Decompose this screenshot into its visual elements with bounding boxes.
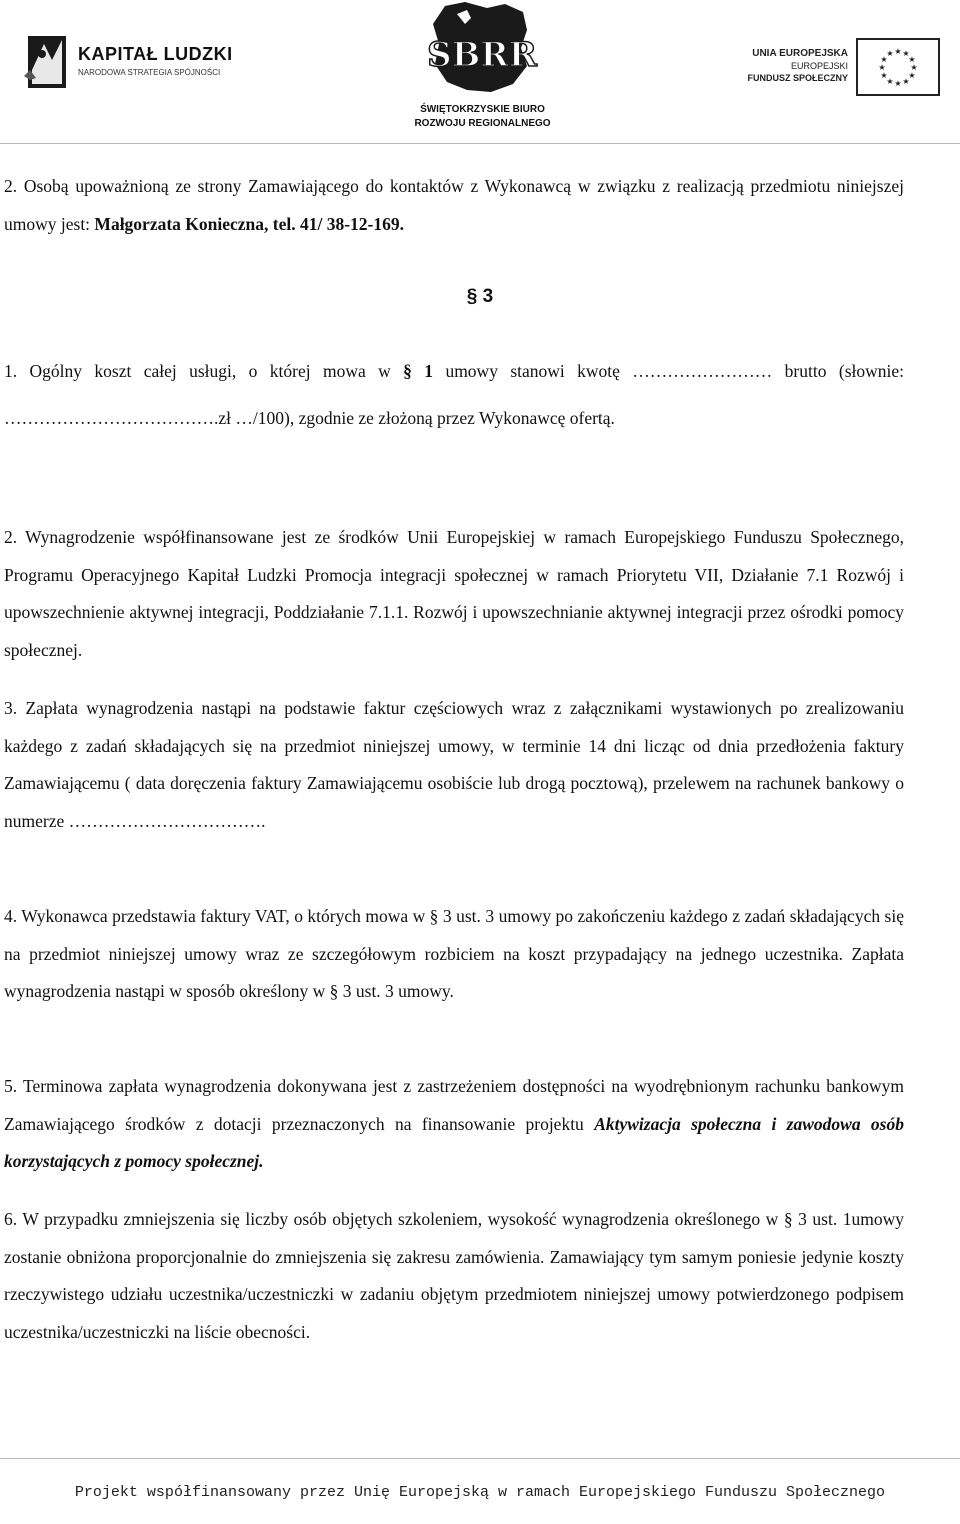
svg-text:★: ★ xyxy=(908,71,916,80)
eu-logo-line3: FUNDUSZ SPOŁECZNY xyxy=(747,73,848,83)
header-divider xyxy=(0,143,960,144)
kapital-ludzki-logo xyxy=(22,30,233,100)
footer-divider xyxy=(0,1458,960,1459)
page-header xyxy=(0,0,960,140)
sbrr-emblem-icon xyxy=(395,0,570,100)
paragraph-1-ref: § 1 xyxy=(403,361,434,381)
paragraph-2: 2. Wynagrodzenie współfinansowane jest ze środków Unii Europejskiej w ramach Europejskiego Funduszu Społecznego, Programu Operacyjnego Kapitał Ludzki Promocja integracji społecznej w ramach Priorytetu VII, Działanie 7.1 Rozwój i upowszechnienie aktywnej integracji, Poddziałanie 7.1.1. Rozwój i upowszechnianie aktywnej integracji przez ośrodki pomocy społecznej. xyxy=(4,527,904,660)
svg-text:★: ★ xyxy=(880,71,888,80)
svg-text:★: ★ xyxy=(902,77,910,86)
section-number: 3 xyxy=(482,286,494,307)
paragraph-1 xyxy=(4,348,904,442)
paragraph-3: 3. Zapłata wynagrodzenia nastąpi na podstawie faktur częściowych wraz z załącznikami wystawionych po zrealizowaniu każdego z zadań składających się na przedmiot niniejszej umowy, w terminie 14 dni licząc od dnia przedłożenia faktury Zamawiającemu ( data doręczenia faktury Zamawiającemu osobiście lub drogą pocztową), przelewem na rachunek bankowy o numerze ……………………………. xyxy=(4,698,904,831)
svg-text:★: ★ xyxy=(878,63,886,72)
paragraph-5-text: 5. Terminowa zapłata wynagrodzenia dokonywana jest z zastrzeżeniem dostępności na wyodrębnionym rachunku bankowym Zamawiającego środków z dotacji przeznaczonych na finansowanie projektu xyxy=(4,1076,904,1134)
svg-text:★: ★ xyxy=(880,55,888,64)
paragraph-5 xyxy=(4,1068,904,1181)
svg-text:★: ★ xyxy=(886,77,894,86)
contact-name-phone: Małgorzata Konieczna, tel. 41/ 38-12-169. xyxy=(94,213,405,234)
svg-text:★: ★ xyxy=(886,49,894,58)
eu-logo xyxy=(740,38,940,98)
sbrr-logo xyxy=(395,0,570,135)
eu-logo-line1: UNIA EUROPEJSKA xyxy=(752,48,848,59)
svg-text:★: ★ xyxy=(894,79,902,88)
sbrr-subtitle-line1: ŚWIĘTOKRZYSKIE BIURO xyxy=(420,104,545,115)
sbrr-logo-text: SBRR xyxy=(427,35,537,75)
eu-logo-line2: EUROPEJSKI xyxy=(790,61,848,71)
paragraph-contact-person xyxy=(4,168,904,243)
paragraph-1-text-a: 1. Ogólny koszt całej usługi, o której mowa w xyxy=(4,361,404,381)
section-symbol: § xyxy=(466,286,478,307)
kapital-ludzki-emblem-icon xyxy=(22,30,72,94)
kapital-ludzki-title: KAPITAŁ LUDZKI xyxy=(78,44,233,64)
paragraph-4: 4. Wykonawca przedstawia faktury VAT, o których mowa w § 3 ust. 3 umowy po zakończeniu każdego z zadań składających się na przedmiot niniejszej umowy wraz ze szczegółowym rozbiciem na koszt przypadający na jednego uczestnika. Zapłata wynagrodzenia nastąpi w sposób określony w § 3 ust. 3 umowy. xyxy=(4,906,904,1002)
contact-text: 2. Osobą upoważnioną ze strony Zamawiającego do kontaktów z Wykonawcą w związku z realizacją przedmiotu niniejszej umowy jest: xyxy=(4,176,904,234)
svg-text:★: ★ xyxy=(908,55,916,64)
svg-text:★: ★ xyxy=(894,47,902,56)
svg-text:★: ★ xyxy=(910,63,918,72)
section-heading xyxy=(0,286,960,308)
kapital-ludzki-subtitle: NARODOWA STRATEGIA SPÓJNOŚCI xyxy=(78,68,221,77)
eu-flag-icon xyxy=(856,38,940,96)
paragraph-1-text-b: umowy stanowi kwotę …………………… brutto (słownie: ……………………………….zł …/100), zgodnie ze złożoną przez Wykonawcę ofertą. xyxy=(4,361,904,428)
sbrr-subtitle-line2: ROZWOJU REGIONALNEGO xyxy=(414,118,551,129)
project-name: Aktywizacja społeczna i zawodowa osób korzystających z pomocy społecznej. xyxy=(4,1113,904,1172)
page-footer: Projekt współfinansowany przez Unię Europejską w ramach Europejskiego Funduszu Społecznego xyxy=(74,1484,886,1501)
svg-text:★: ★ xyxy=(902,49,910,58)
paragraph-6: 6. W przypadku zmniejszenia się liczby osób objętych szkoleniem, wysokość wynagrodzenia określonego w § 3 ust. 1umowy zostanie obniżona proporcjonalnie do zmniejszenia się zakresu zamówienia. Zamawiający tym samym poniesie jedynie koszty rzeczywistego udziału uczestnika/uczestniczki w zadaniu objętym przedmiotem niniejszej umowy potwierdzonego podpisem uczestnika/uczestniczki na liście obecności. xyxy=(4,1209,904,1342)
